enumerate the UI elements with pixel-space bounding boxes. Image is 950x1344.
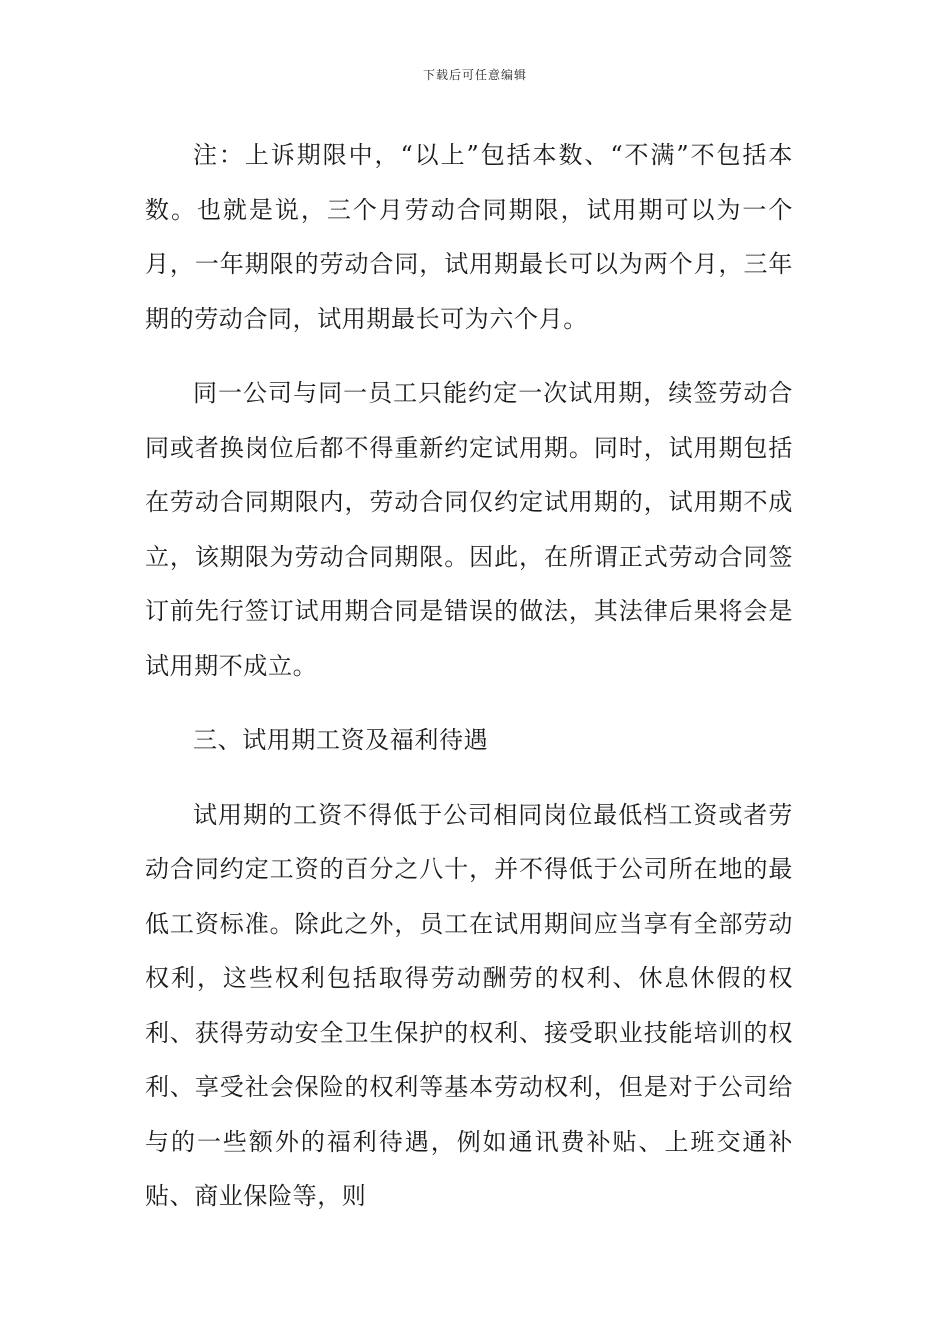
page-header-note: 下载后可任意编辑 — [422, 68, 527, 82]
section-heading-wages-benefits: 三、试用期工资及福利待遇 — [193, 726, 489, 754]
document-body — [145, 128, 793, 1244]
paragraph-single-probation: 同一公司与同一员工只能约定一次试用期，续签劳动合同或者换岗位后都不得重新约定试用期。同时，试用期包括在劳动合同期限内，劳动合同仅约定试用期的，试用期不成立，该期限为劳动合同期限。因此，在所谓正式劳动合同签订前先行签订试用期合同是错误的做法，其法律后果将会是试用期不成立。 — [145, 379, 793, 680]
paragraph-probation-wages: 试用期的工资不得低于公司相同岗位最低档工资或者劳动合同约定工资的百分之八十，并不得低于公司所在地的最低工资标准。除此之外，员工在试用期间应当享有全部劳动权利，这些权利包括取得劳动酬劳的权利、休息休假的权利、获得劳动安全卫生保护的权利、接受职业技能培训的权利、享受社会保险的权利等基本劳动权利，但是对于公司给与的一些额外的福利待遇，例如通讯费补贴、上班交通补贴、商业保险等，则 — [145, 800, 793, 1210]
paragraph-probation-period-note: 注：上诉期限中，“以上”包括本数、“不满”不包括本数。也就是说，三个月劳动合同期限，试用期可以为一个月，一年期限的劳动合同，试用期最长可以为两个月，三年期的劳动合同，试用期最长可为六个月。 — [145, 141, 793, 333]
